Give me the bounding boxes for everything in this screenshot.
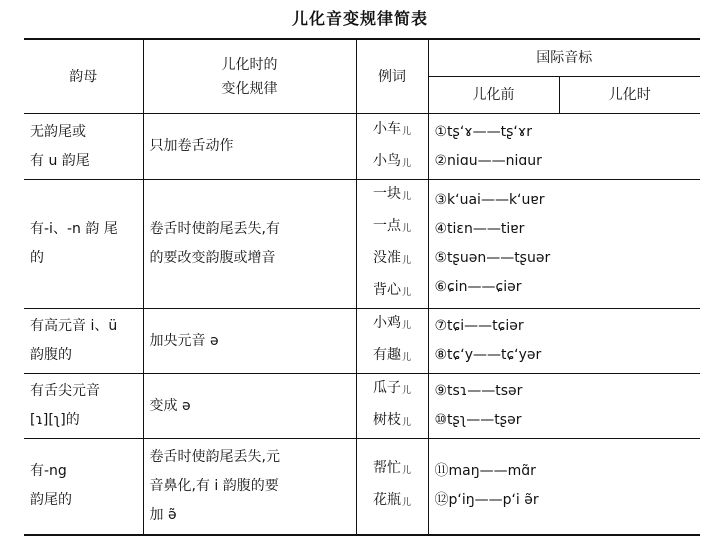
rule-cell [143,180,356,309]
ipa-pair: ⑦tɕi——tɕiər [434,318,524,334]
example-word: 小鸟儿 [372,152,411,169]
example-cell [356,180,428,309]
ipa-pair: ⑤tʂuən——tʂuər [434,250,551,266]
final-line: 有-i、-n 韵 尾 [30,221,118,237]
final-line: 韵腹的 [30,347,72,363]
ipa-pair: ⑩tʂʅ——tʂər [434,412,522,428]
final-line: 有舌尖元音 [30,383,100,399]
final-cell [24,374,143,439]
table-row [24,309,700,374]
final-cell [24,439,143,535]
rule-line: 只加卷舌动作 [149,138,234,154]
example-word: 背心儿 [372,282,411,298]
rule-line: 加 ə̃ [149,506,177,523]
example-word: 没准儿 [372,250,411,266]
ipa-pair: ⑥ɕin——ɕiər [434,279,522,295]
ipa-pair: ②niɑu——niɑur [434,152,542,169]
ipa-cell [428,180,700,309]
example-word: 有趣儿 [372,347,411,363]
example-word: 瓜子儿 [372,380,411,396]
rule-line: 的要改变韵腹或增音 [149,250,276,266]
ipa-pair: ⑨tsɿ——tsər [434,383,523,399]
final-line: 有-ng [30,463,67,480]
example-word: 树枝儿 [372,412,411,428]
rule-cell [143,439,356,535]
rule-line: 音鼻化,有 i 韵腹的要 [149,477,279,494]
ipa-cell [428,114,700,180]
header-ipa: 国际音标 [428,39,700,77]
rule-cell [143,374,356,439]
example-word: 花瓶儿 [372,492,411,509]
rule-line: 变成 ə [149,397,191,414]
rule-line: 卷舌时使韵尾丢失,有 [149,221,280,237]
table-row [24,180,700,309]
rule-line: 卷舌时使韵尾丢失,元 [149,448,280,465]
header-example: 例词 [356,39,428,114]
ipa-cell [428,374,700,439]
rule-cell [143,309,356,374]
header-row [24,39,700,77]
ipa-cell [428,439,700,535]
ipa-pair: ⑧tɕʻy——tɕʻyər [434,347,542,363]
example-word: 小车儿 [372,120,411,137]
final-cell [24,180,143,309]
final-line: 韵尾的 [30,492,72,509]
erhua-table [24,38,700,536]
header-rule-line1: 儿化时的 [221,56,278,73]
example-word: 一点儿 [372,218,411,234]
final-line: 有 u 韵尾 [30,152,90,169]
example-word: 帮忙儿 [372,460,411,477]
header-final: 韵母 [69,68,98,85]
rule-cell [143,114,356,180]
header-ipa-after: 儿化时 [559,77,700,114]
header-ipa-before: 儿化前 [428,77,559,114]
table-title: 儿化音变规律简表 [291,9,428,28]
ipa-pair: ③kʻuai——kʻuɐr [434,192,545,208]
final-line: [ɿ][ʅ]的 [30,412,80,428]
ipa-pair: ⑪maŋ——mɑ̃r [434,463,536,480]
final-line: 无韵尾或 [30,123,86,140]
table-row [24,374,700,439]
example-word: 一块儿 [372,186,411,202]
example-cell [356,439,428,535]
ipa-pair: ①tʂʻɤ——tʂʻɤr [434,123,532,140]
header-rule [143,39,356,114]
table-row [24,439,700,535]
header-rule-line2: 变化规律 [221,80,278,97]
example-cell [356,374,428,439]
rule-line: 加央元音 ə [149,332,219,349]
ipa-pair: ④tiɛn——tiɐr [434,221,525,237]
final-cell [24,309,143,374]
final-line: 的 [30,250,44,266]
example-word: 小鸡儿 [372,315,411,331]
ipa-cell [428,309,700,374]
final-line: 有高元音 i、ü [30,318,118,334]
example-cell [356,114,428,180]
example-cell [356,309,428,374]
ipa-pair: ⑫pʻiŋ——pʻi ə̃r [434,492,539,509]
final-cell [24,114,143,180]
table-row [24,114,700,180]
